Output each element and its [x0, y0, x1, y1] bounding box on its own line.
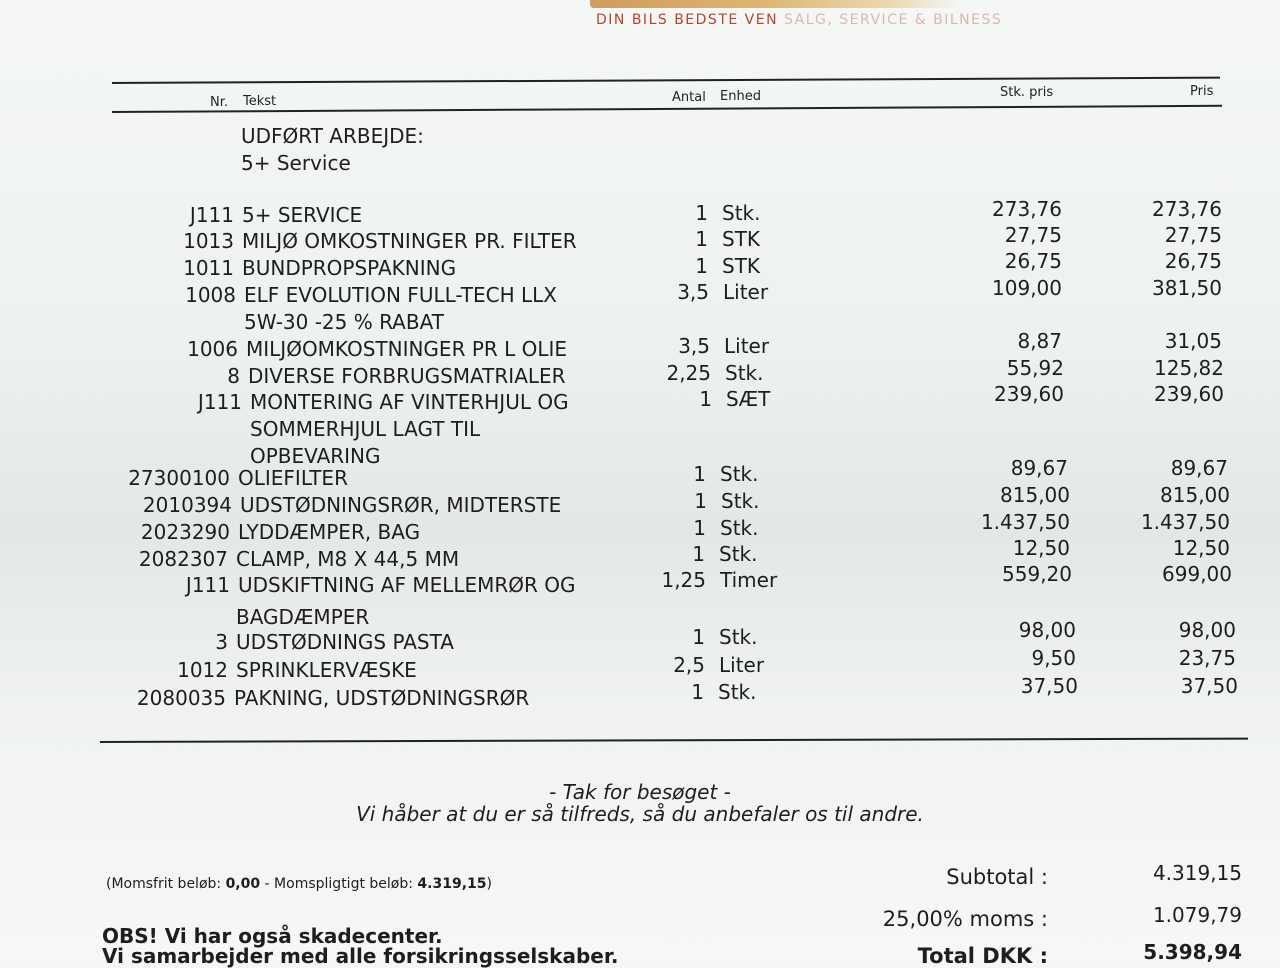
invoice-line-row — [0, 417, 1280, 444]
line-stk-pris: 8,87 — [1017, 329, 1062, 353]
line-text: 5+ SERVICE — [242, 203, 363, 227]
line-pris: 26,75 — [1164, 249, 1222, 273]
line-stk-pris: 815,00 — [1000, 483, 1070, 507]
company-logo — [590, 0, 960, 8]
line-enhed: Liter — [723, 280, 769, 304]
invoice-line-row — [0, 562, 1280, 600]
line-nr: 1013 — [183, 229, 234, 253]
lines-bottom-rule — [100, 738, 1248, 743]
line-pris: 1.437,50 — [1140, 510, 1230, 534]
line-antal: 2,5 — [673, 653, 705, 677]
line-enhed: Stk. — [721, 489, 760, 513]
column-header-enhed: Enhed — [720, 89, 761, 104]
line-text: ELF EVOLUTION FULL-TECH LLX — [244, 283, 557, 307]
invoice-line-row — [0, 483, 1280, 520]
line-stk-pris: 12,50 — [1012, 536, 1070, 560]
invoice-line-row — [0, 510, 1280, 547]
line-pris: 381,50 — [1152, 276, 1222, 300]
line-antal: 3,5 — [677, 280, 709, 304]
line-nr: 3 — [215, 630, 228, 654]
line-stk-pris: 273,76 — [992, 197, 1062, 221]
thanks-text: - Tak for besøget - — [549, 780, 731, 804]
line-pris: 37,50 — [1180, 674, 1238, 698]
obs-notice: OBS! Vi har også skadecenter. — [102, 924, 443, 948]
line-pris: 98,00 — [1178, 618, 1236, 642]
line-stk-pris: 27,75 — [1004, 223, 1062, 247]
line-antal: 1 — [692, 542, 705, 566]
vat-value: 1.079,79 — [1152, 903, 1242, 927]
subtotal-label: Subtotal : — [946, 865, 1048, 889]
moms-prefix: (Momsfrit beløb: — [106, 876, 226, 892]
vat-breakdown — [106, 876, 492, 892]
vat-label: 25,00% moms : — [882, 907, 1048, 931]
line-stk-pris: 55,92 — [1006, 356, 1064, 380]
invoice-line-row — [0, 329, 1280, 364]
moms-taxable-amount: 4.319,15 — [417, 876, 487, 892]
line-pris: 815,00 — [1160, 483, 1230, 507]
line-text: MONTERING AF VINTERHJUL OG — [250, 390, 569, 414]
invoice-line-row — [0, 197, 1280, 230]
line-nr: 1011 — [183, 256, 234, 280]
line-pris: 23,75 — [1178, 646, 1236, 670]
line-antal: 1 — [695, 254, 708, 278]
line-text: BAGDÆMPER — [236, 605, 370, 629]
line-nr: 1006 — [187, 337, 238, 361]
column-header-stk-pris: Stk. pris — [1000, 85, 1054, 100]
line-nr: 8 — [227, 364, 240, 388]
line-stk-pris: 1.437,50 — [980, 510, 1070, 534]
line-antal: 1 — [695, 201, 708, 225]
line-stk-pris: 559,20 — [1002, 562, 1072, 586]
line-text: BUNDPROPSPAKNING — [242, 256, 457, 280]
header-bottom-rule — [112, 105, 1222, 113]
line-enhed: Stk. — [720, 516, 759, 540]
invoice-line-row — [0, 223, 1280, 256]
line-text: SPRINKLERVÆSKE — [236, 658, 417, 682]
line-pris: 89,67 — [1170, 456, 1228, 480]
tagline-faded: SALG, SERVICE & BILNESS — [784, 12, 1003, 28]
line-nr: 2080035 — [136, 686, 226, 710]
line-antal: 3,5 — [678, 334, 710, 358]
line-nr: J111 — [185, 573, 230, 597]
column-header-tekst: Tekst — [243, 94, 277, 109]
line-enhed: Stk. — [720, 462, 759, 486]
line-enhed: Liter — [719, 653, 765, 677]
line-antal: 1 — [693, 516, 706, 540]
invoice-line-row — [0, 382, 1280, 417]
line-enhed: Stk. — [722, 201, 761, 225]
line-pris: 12,50 — [1172, 536, 1230, 560]
line-text: MILJØ OMKOSTNINGER PR. FILTER — [242, 229, 577, 253]
line-pris: 239,60 — [1154, 382, 1224, 406]
line-antal: 1 — [691, 680, 704, 704]
column-header-nr: Nr. — [210, 95, 229, 110]
invoice-line-row — [0, 618, 1280, 657]
line-antal: 1 — [699, 387, 712, 411]
moms-mid: - Momspligtigt beløb: — [260, 876, 418, 892]
line-text: UDSTØDNINGSRØR, MIDTERSTE — [240, 493, 562, 517]
invoice-line-row — [0, 536, 1280, 574]
line-stk-pris: 9,50 — [1031, 646, 1076, 670]
subtotal-value: 4.319,15 — [1152, 861, 1242, 885]
intro-line-1: UDFØRT ARBEJDE: — [241, 124, 424, 148]
intro-line-2: 5+ Service — [241, 151, 351, 175]
recommend-text: Vi håber at du er så tilfreds, så du anbefaler os til andre. — [356, 802, 924, 826]
tagline-main: DIN BILS BEDSTE VEN — [596, 12, 779, 28]
line-stk-pris: 109,00 — [992, 276, 1062, 300]
line-antal: 2,25 — [666, 361, 711, 385]
line-nr: 2010394 — [142, 493, 232, 517]
invoice-line-row — [0, 674, 1280, 713]
invoice-line-row — [0, 310, 1280, 337]
line-stk-pris: 37,50 — [1020, 674, 1078, 698]
line-pris: 31,05 — [1164, 329, 1222, 353]
line-antal: 1 — [693, 462, 706, 486]
line-enhed: Stk. — [719, 625, 758, 649]
line-stk-pris: 98,00 — [1018, 618, 1076, 642]
line-nr: 2023290 — [140, 520, 230, 544]
line-nr: 1008 — [185, 283, 236, 307]
header-top-rule — [112, 77, 1220, 84]
line-antal: 1,25 — [661, 568, 706, 592]
line-text: CLAMP, M8 X 44,5 MM — [236, 547, 460, 571]
line-antal: 1 — [694, 489, 707, 513]
line-stk-pris: 239,60 — [994, 382, 1064, 406]
line-nr: J111 — [189, 203, 234, 227]
line-nr: 1012 — [177, 658, 228, 682]
invoice-line-row — [0, 605, 1280, 632]
line-text: OLIEFILTER — [238, 466, 348, 490]
line-text: DIVERSE FORBRUGSMATRIALER — [248, 364, 566, 388]
line-text: PAKNING, UDSTØDNINGSRØR — [234, 686, 530, 710]
line-nr: 27300100 — [128, 466, 230, 490]
line-enhed: Stk. — [718, 680, 757, 704]
line-stk-pris: 26,75 — [1004, 249, 1062, 273]
invoice-line-row — [0, 356, 1280, 391]
total-value: 5.398,94 — [1143, 940, 1242, 964]
line-text: 5W-30 -25 % RABAT — [244, 310, 444, 334]
line-pris: 699,00 — [1162, 562, 1232, 586]
line-antal: 1 — [695, 227, 708, 251]
moms-suffix: ) — [486, 876, 492, 892]
line-text: SOMMERHJUL LAGT TIL — [250, 417, 481, 441]
column-header-antal: Antal — [672, 90, 706, 105]
invoice-line-row — [0, 646, 1280, 685]
line-pris: 27,75 — [1164, 223, 1222, 247]
line-enhed: Timer — [720, 568, 778, 592]
obs-insurance-notice: Vi samarbejder med alle forsikringsselskaber. — [102, 944, 619, 968]
line-antal: 1 — [692, 625, 705, 649]
line-stk-pris: 89,67 — [1010, 456, 1068, 480]
line-nr: J111 — [197, 390, 242, 414]
line-text: OPBEVARING — [250, 444, 381, 468]
line-nr: 2082307 — [138, 547, 228, 571]
line-enhed: Stk. — [719, 542, 758, 566]
line-enhed: STK — [722, 254, 761, 278]
column-header-pris: Pris — [1190, 84, 1214, 99]
line-pris: 125,82 — [1154, 356, 1224, 380]
line-enhed: SÆT — [726, 387, 771, 411]
line-text: UDSTØDNINGS PASTA — [236, 630, 454, 654]
line-enhed: Stk. — [725, 361, 764, 385]
line-enhed: STK — [722, 227, 761, 251]
company-tagline — [596, 12, 1002, 28]
line-text: LYDDÆMPER, BAG — [238, 520, 421, 544]
total-label: Total DKK : — [917, 944, 1048, 968]
line-text: MILJØOMKOSTNINGER PR L OLIE — [246, 337, 568, 361]
invoice-line-row — [0, 249, 1280, 283]
line-text: UDSKIFTNING AF MELLEMRØR OG — [238, 573, 576, 597]
line-pris: 273,76 — [1152, 197, 1222, 221]
moms-free-amount: 0,00 — [225, 876, 261, 892]
invoice-line-row — [0, 276, 1280, 310]
line-enhed: Liter — [724, 334, 770, 358]
